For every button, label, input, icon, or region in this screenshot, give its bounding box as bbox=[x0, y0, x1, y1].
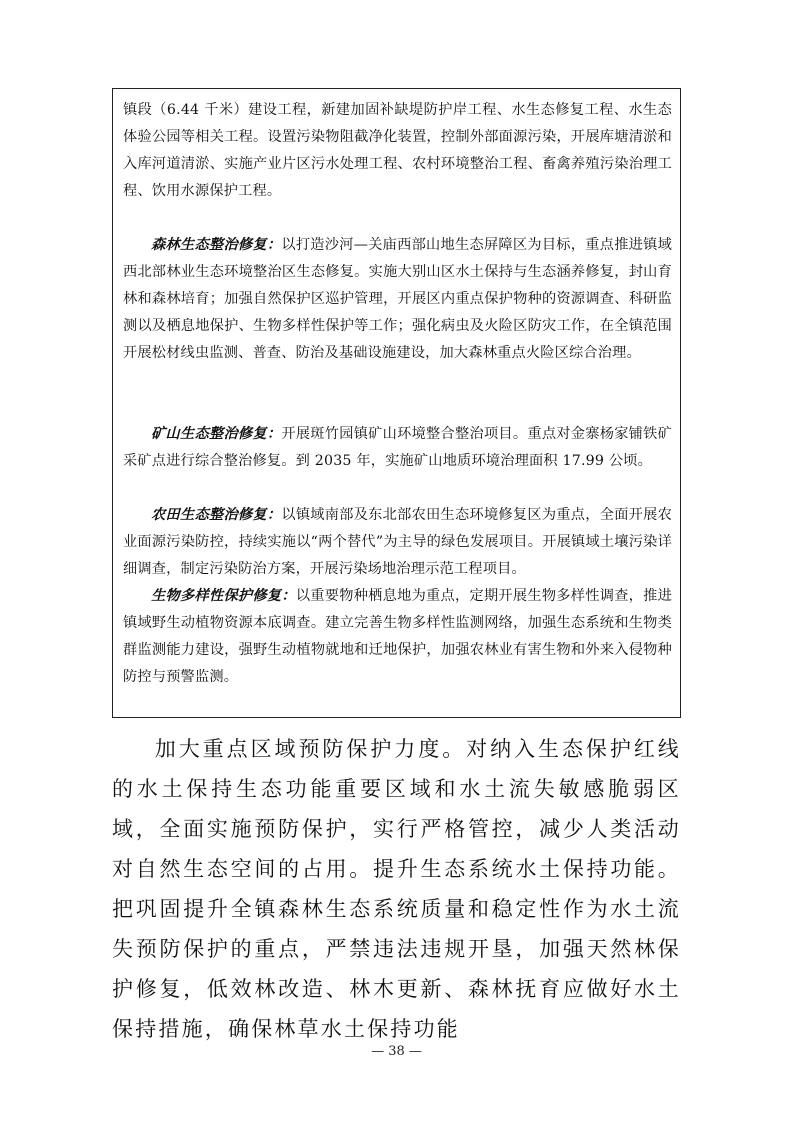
paragraph-text: 以重要物种栖息地为重点，定期开展生物多样性调查，推进镇域野生动植物资源本底调查。建立完善生物多样性监测网络，加强生态系统和生物类群监测能力建设，强野生动植物就地和迁地保护，加强农林业有害生物和外来入侵物种防控与预警监测。 bbox=[123, 588, 672, 685]
paragraph-lead: 农田生态整治修复： bbox=[151, 507, 282, 523]
paragraph-text: 以打造沙河—关庙西部山地生态屏障区为目标，重点推进镇域西北部林业生态环境整治区生态修复。实施大别山区水土保持与生态涵养修复，封山育林和森林培育；加强自然保护区巡护管理，开展区内重点保护物种的资源调查、科研监测以及栖息地保护、生物多样性保护等工作；强化病虫及火险区防灾工作，在全镇范围开展松材线虫监测、普查、防治及基础设施建设，加大森林重点火险区综合治理。 bbox=[123, 237, 672, 361]
main-body-paragraph bbox=[112, 729, 681, 1049]
measures-text-box bbox=[112, 88, 681, 718]
main-body-text: 加大重点区域预防保护力度。对纳入生态保护红线的水土保持生态功能重要区域和水土流失敏感脆弱区域，全面实施预防保护，实行严格管控，减少人类活动对自然生态空间的占用。提升生态系统水土保持功能。把巩固提升全镇森林生态系统质量和稳定性作为水土流失预防保护的重点，严禁违法违规开垦，加强天然林保护修复，低效林改造、林木更新、森林抚育应做好水土保持措施，确保林草水土保持功能 bbox=[112, 737, 681, 1041]
box-paragraph-forest bbox=[123, 232, 672, 367]
paragraph-lead: 矿山生态整治修复： bbox=[151, 426, 282, 442]
paragraph-lead: 生物多样性保护修复： bbox=[151, 588, 296, 604]
paragraph-lead: 森林生态整治修复： bbox=[151, 237, 282, 253]
paragraph-text: 镇段（6.44 千米）建设工程，新建加固补缺堤防护岸工程、水生态修复工程、水生态体验公园等相关工程。设置污染物阻截净化装置，控制外部面源污染，开展库塘清淤和入库河道清淤、实施产业片区污水处理工程、农村环境整治工程、畜禽养殖污染治理工程、饮用水源保护工程。 bbox=[123, 102, 672, 199]
paragraph-text: 以镇域南部及东北部农田生态环境修复区为重点，全面开展农业面源污染防控，持续实施以“两个替代”为主导的绿色发展项目。开展镇域土壤污染详细调查，制定污染防治方案，开展污染场地治理示范工程项目。 bbox=[123, 507, 672, 577]
paragraph-text: 开展斑竹园镇矿山环境整合整治项目。重点对金寨杨家铺铁矿采矿点进行综合整治修复。到 2035 年，实施矿山地质环境治理面积 17.99 公顷。 bbox=[123, 426, 672, 469]
box-paragraph-water bbox=[123, 97, 672, 205]
box-paragraph-biodiversity bbox=[123, 583, 672, 691]
page-number: — 38 — bbox=[371, 1044, 422, 1059]
box-paragraph-mine bbox=[123, 421, 672, 475]
box-paragraph-farmland bbox=[123, 502, 672, 583]
